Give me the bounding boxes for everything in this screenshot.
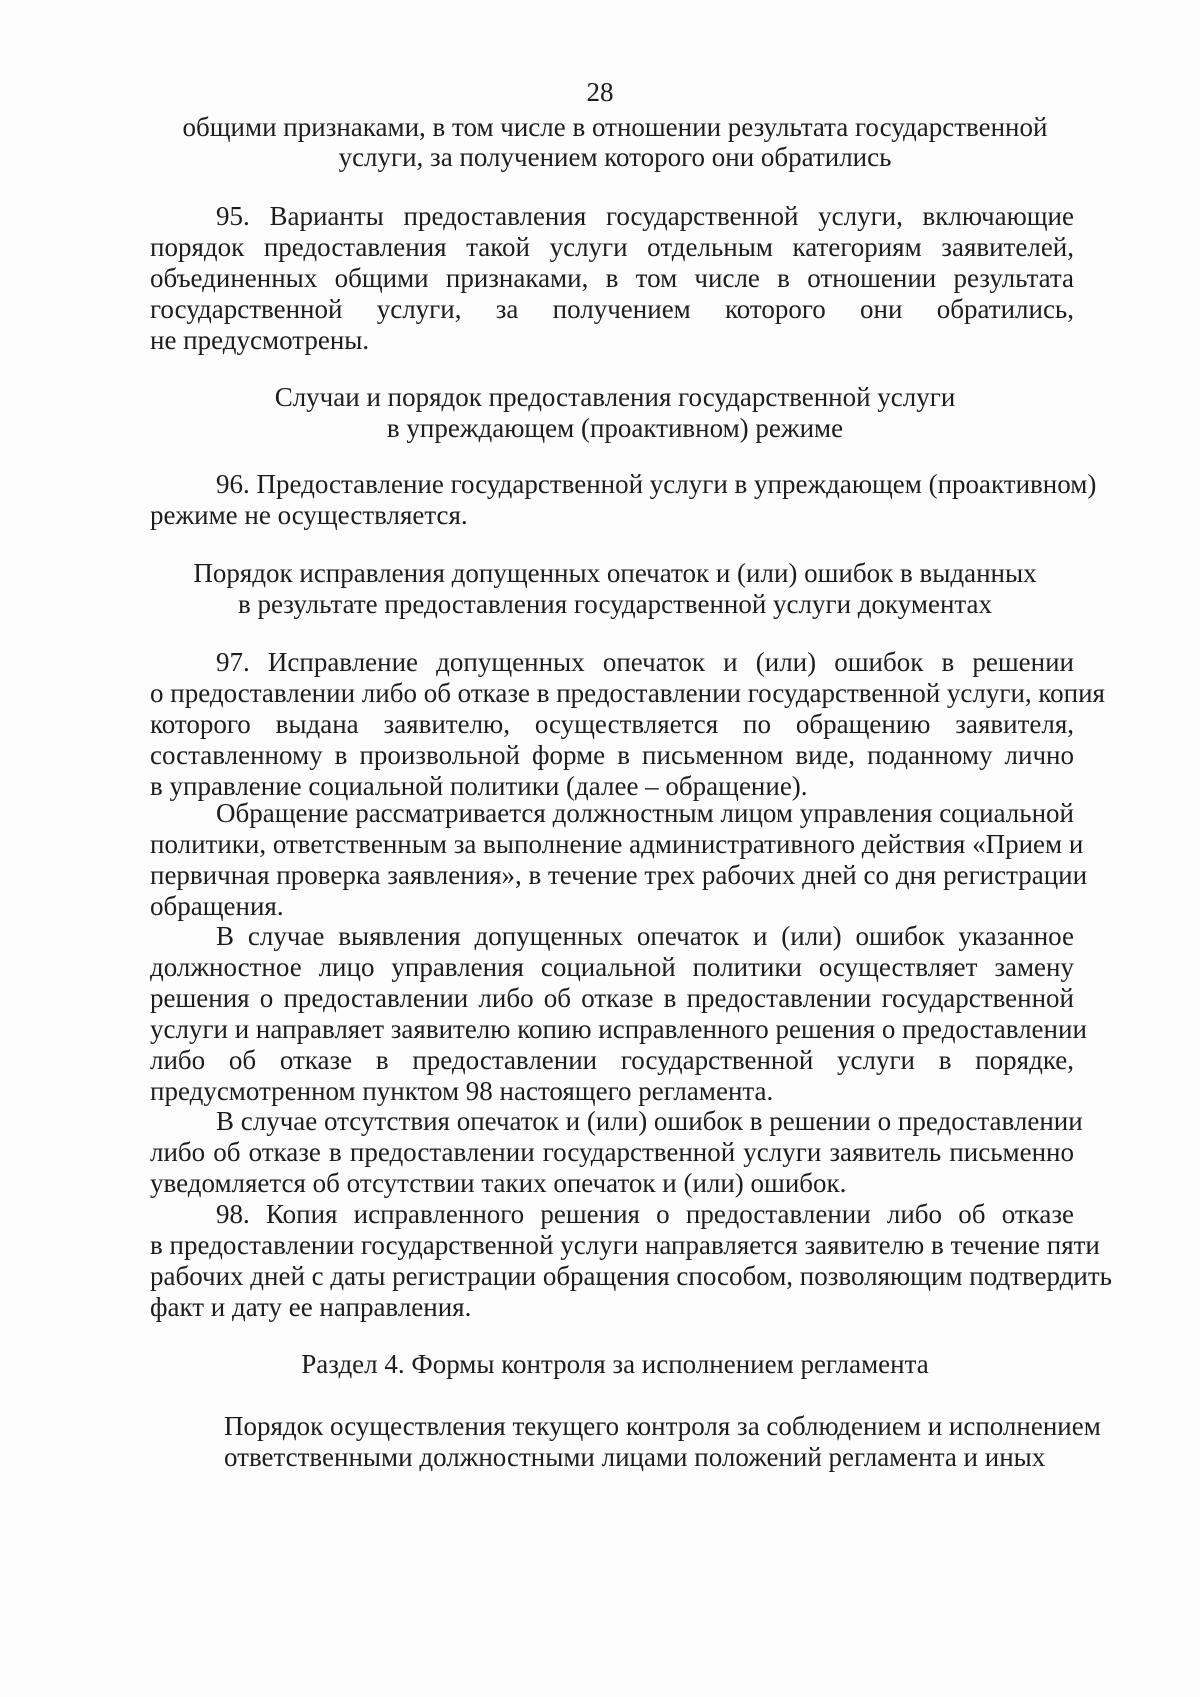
- section-heading-line: ответственными должностными лицами положений регламента и иных: [224, 1442, 1046, 1472]
- paragraph-98-line: 98. Копия исправленного решения о предоставлении либо об отказе: [216, 1199, 1074, 1229]
- paragraph-98-line: рабочих дней с даты регистрации обращения способом, позволяющим подтвердить: [150, 1261, 1112, 1291]
- paragraph-96-line: режиме не осуществляется.: [150, 500, 468, 530]
- heading-continuation-line: общими признаками, в том числе в отношении результата государственной: [182, 112, 1048, 142]
- paragraph-96-line: 96. Предоставление государственной услуги в упреждающем (проактивном): [216, 469, 1097, 499]
- paragraph-95-line: объединенных общими признаками, в том числе в отношении результата: [150, 263, 1074, 293]
- paragraph-97-line: которого выдана заявителю, осуществляется по обращению заявителя,: [150, 709, 1074, 739]
- paragraph-97-no-errors-line: либо об отказе в предоставлении государственной услуги заявитель письменно: [150, 1137, 1074, 1167]
- paragraph-97-errors-line: предусмотренном пунктом 98 настоящего регламента.: [150, 1076, 774, 1106]
- section-title: Раздел 4. Формы контроля за исполнением регламента: [301, 1349, 929, 1379]
- paragraph-97-review-line: первичная проверка заявления», в течение трех рабочих дней со дня регистрации: [150, 860, 1088, 890]
- paragraph-97-no-errors-line: уведомляется об отсутствии таких опечаток и (или) ошибок.: [150, 1168, 847, 1198]
- paragraph-95-line: порядок предоставления такой услуги отдельным категориям заявителей,: [150, 232, 1074, 262]
- section-heading-line: Случаи и порядок предоставления государственной услуги: [274, 382, 956, 412]
- paragraph-97-errors-line: должностное лицо управления социальной политики осуществляет замену: [150, 952, 1074, 982]
- paragraph-95-line: 95. Варианты предоставления государственной услуги, включающие: [216, 201, 1074, 231]
- paragraph-97-line: о предоставлении либо об отказе в предоставлении государственной услуги, копия: [150, 678, 1105, 708]
- paragraph-95-line: государственной услуги, за получением которого они обратились,: [150, 294, 1074, 324]
- heading-continuation-line: услуги, за получением которого они обратились: [338, 142, 892, 172]
- paragraph-97-review-line: обращения.: [150, 891, 284, 921]
- paragraph-98-line: факт и дату ее направления.: [150, 1292, 472, 1322]
- section-heading-line: Порядок осуществления текущего контроля за соблюдением и исполнением: [224, 1411, 1101, 1441]
- section-heading-line: Порядок исправления допущенных опечаток и (или) ошибок в выданных: [193, 558, 1037, 588]
- paragraph-97-line: в управление социальной политики (далее – обращение).: [150, 771, 808, 801]
- paragraph-97-errors-line: решения о предоставлении либо об отказе в предоставлении государственной: [150, 983, 1074, 1013]
- page-number: 28: [586, 77, 614, 107]
- paragraph-97-line: 97. Исправление допущенных опечаток и (или) ошибок в решении: [216, 647, 1074, 677]
- section-heading-line: в результате предоставления государственной услуги документах: [237, 589, 993, 619]
- paragraph-97-review-line: Обращение рассматривается должностным лицом управления социальной: [216, 798, 1074, 828]
- paragraph-97-errors-line: либо об отказе в предоставлении государственной услуги в порядке,: [150, 1045, 1074, 1075]
- paragraph-95-line: не предусмотрены.: [150, 325, 370, 355]
- paragraph-97-review-line: политики, ответственным за выполнение административного действия «Прием и: [150, 829, 1084, 859]
- paragraph-97-errors-line: услуги и направляет заявителю копию исправленного решения о предоставлении: [150, 1014, 1087, 1044]
- paragraph-98-line: в предоставлении государственной услуги направляется заявителю в течение пяти: [150, 1230, 1100, 1260]
- section-heading-line: в упреждающем (проактивном) режиме: [386, 413, 844, 443]
- paragraph-97-line: составленному в произвольной форме в письменном виде, поданному лично: [150, 740, 1074, 770]
- paragraph-97-no-errors-line: В случае отсутствия опечаток и (или) ошибок в решении о предоставлении: [216, 1106, 1083, 1136]
- paragraph-97-errors-line: В случае выявления допущенных опечаток и (или) ошибок указанное: [216, 921, 1074, 951]
